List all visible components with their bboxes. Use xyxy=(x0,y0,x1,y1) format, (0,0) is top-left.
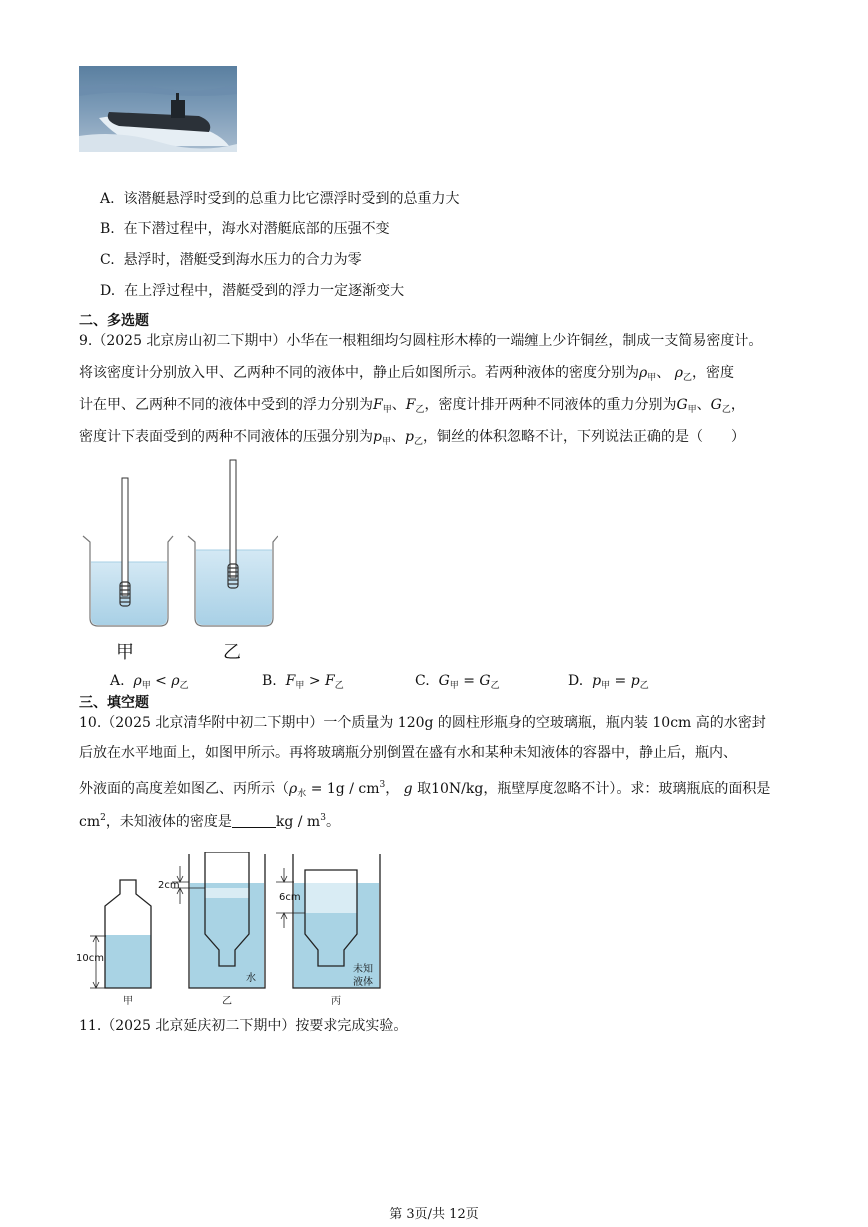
q10-label-water: 水 xyxy=(246,973,256,984)
q10-label-6cm: 6cm xyxy=(279,892,301,903)
q10-line3: 外液面的高度差如图乙、丙所示（$\rho_水 = 1g / cm^3$， g 取10N/kg，瓶壁厚度忽略不计）。求：玻璃瓶底的面积是 xyxy=(79,780,771,799)
q10-label-unknown-2: 液体 xyxy=(353,977,373,988)
q10-line1: 10.（2025 北京清华附中初二下期中）一个质量为 120g 的圆柱形瓶身的空玻璃瓶，瓶内装 10cm 高的水密封 xyxy=(79,715,766,731)
section-heading-fill-in: 三、填空题 xyxy=(79,695,149,711)
section-heading-multiple-choice: 二、多选题 xyxy=(79,313,149,329)
q11-line: 11.（2025 北京延庆初二下期中）按要求完成实验。 xyxy=(79,1018,408,1034)
q9-line4: 密度计下表面受到的两种不同液体的压强分别为$p_甲$、$p_乙$，铜丝的体积忽略不计，下列说法正确的是（ ） xyxy=(79,429,745,447)
q10-label-10cm: 10cm xyxy=(76,953,104,964)
q9-option-c: C. $G_甲 = G_乙$ xyxy=(415,673,500,691)
q10-line4: $cm^2$，未知液体的密度是 kg / $m^3$。 xyxy=(79,813,340,830)
q9-line2: 将该密度计分别放入甲、乙两种不同的液体中，静止后如图所示。若两种液体的密度分别为$\rho_甲$、 $\rho_乙$，密度 xyxy=(79,365,734,383)
q9-line1: 9.（2025 北京房山初二下期中）小华在一根粗细均匀圆柱形木棒的一端缠上少许铜丝，制成一支简易密度计。 xyxy=(79,333,763,349)
q10-line2: 后放在水平地面上，如图甲所示。再将玻璃瓶分别倒置在盛有水和某种未知液体的容器中，静止后，瓶内、 xyxy=(79,745,737,761)
q10-bottle-figure xyxy=(76,852,386,1007)
q9-hydrometer-figure xyxy=(78,458,278,663)
q9-line3: 计在甲、乙两种不同的液体中受到的浮力分别为$F_甲$、$F_乙$，密度计排开两种不同液体的重力分别为$G_甲$、$G_乙$， xyxy=(79,397,745,415)
q9-fig-label-yi: 乙 xyxy=(223,642,241,663)
answer-blank[interactable] xyxy=(232,813,276,828)
q10-label-bing: 丙 xyxy=(331,996,341,1007)
q10-label-jia: 甲 xyxy=(123,996,133,1007)
q9-fig-label-jia: 甲 xyxy=(116,642,134,663)
q10-label-yi: 乙 xyxy=(222,996,232,1007)
q9-option-d: D. $p_甲 = p_乙$ xyxy=(568,673,649,691)
q10-label-2cm: 2cm xyxy=(158,880,180,891)
q9-option-a: A. $\rho_甲 < \rho_乙$ xyxy=(110,673,189,691)
q8-option-b: B. 在下潜过程中，海水对潜艇底部的压强不变 xyxy=(100,221,390,237)
q8-option-c: C. 悬浮时，潜艇受到海水压力的合力为零 xyxy=(100,252,362,268)
q10-label-unknown-1: 未知 xyxy=(353,964,373,975)
submarine-photo xyxy=(79,66,237,152)
q9-option-b: B. $F_甲 > F_乙$ xyxy=(262,673,344,691)
q8-option-d: D. 在上浮过程中，潜艇受到的浮力一定逐渐变大 xyxy=(100,283,405,299)
page-footer: 第 3页/共 12页 xyxy=(389,1207,479,1222)
q8-option-a: A. 该潜艇悬浮时受到的总重力比它漂浮时受到的总重力大 xyxy=(100,191,460,207)
